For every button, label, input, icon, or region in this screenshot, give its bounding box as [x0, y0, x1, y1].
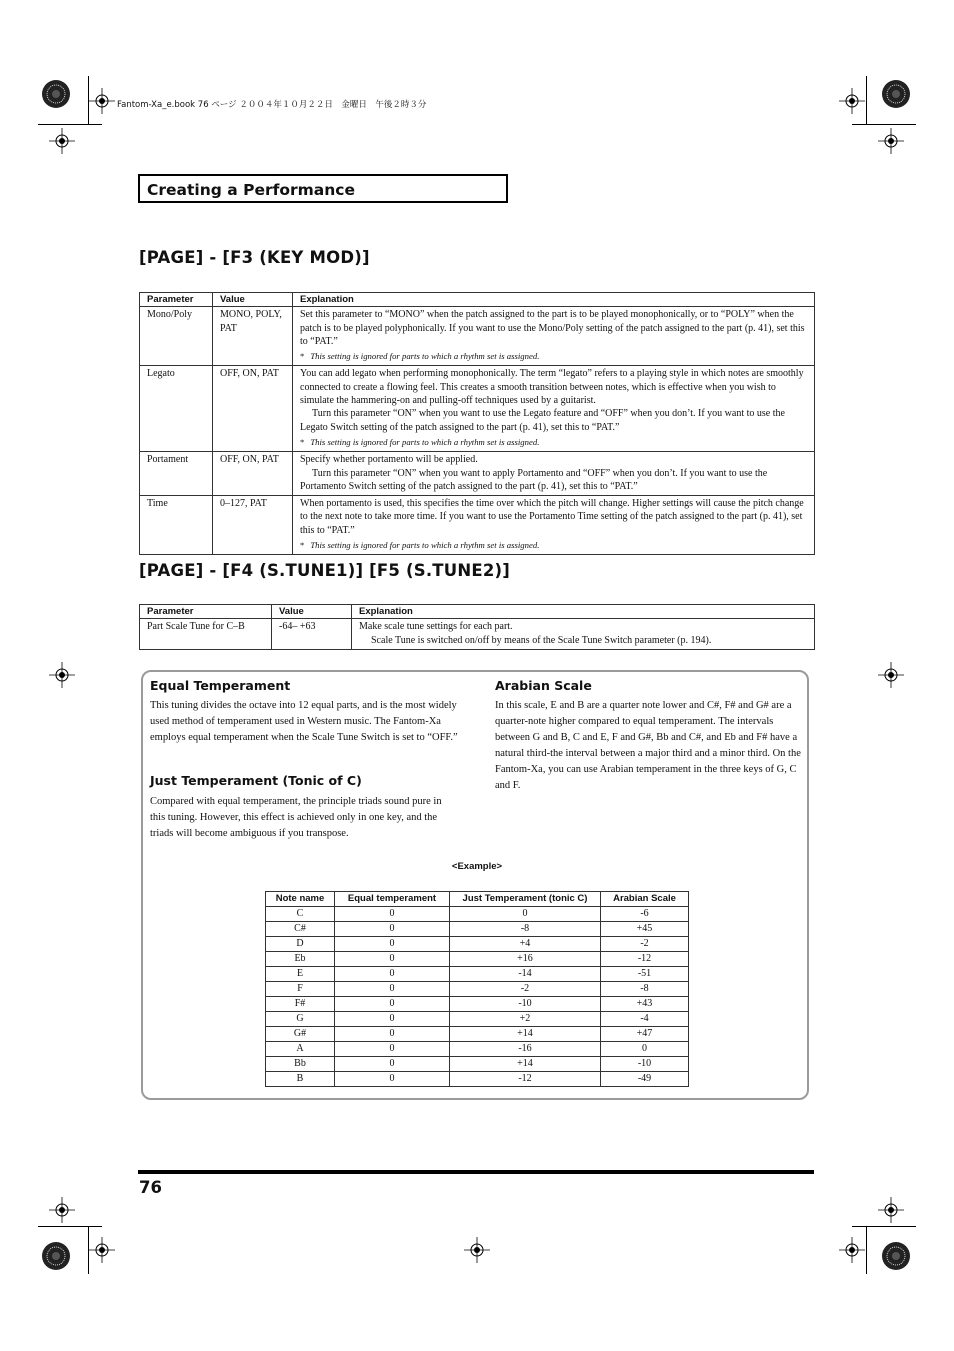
table-cell: 0: [335, 982, 450, 997]
just-temperament-text: Compared with equal temperament, the principle triads sound pure in this tuning. However, this effect is achieved only in one key, and the triads will become ambiguous if you transpose.: [150, 796, 442, 839]
column-header: Equal temperament: [335, 892, 450, 907]
table-cell: +4: [450, 937, 601, 952]
explanation-cell: [293, 366, 815, 452]
table-row: [266, 982, 689, 997]
table-cell: -12: [450, 1072, 601, 1087]
equal-temperament-text: This tuning divides the octave into 12 equal parts, and is the most widely used method of temperament used in Western music. The Fantom-Xa employs equal temperament when the Scale Tune Switch is set to “OFF.”: [150, 700, 458, 743]
table-row: [266, 967, 689, 982]
table-cell: F#: [266, 997, 335, 1012]
table-cell: -16: [450, 1042, 601, 1057]
param-cell: Mono/Poly: [140, 307, 213, 366]
column-header: Value: [272, 605, 352, 619]
table-cell: E: [266, 967, 335, 982]
table-cell: -10: [601, 1057, 689, 1072]
explanation-text-2: Turn this parameter “ON” when you want to use the Legato feature and “OFF” when you don’t. If you want to use the Legato Switch setting of the patch assigned to the part (p. 41), set this to “PAT.”: [300, 408, 785, 433]
crosshair-target-icon: [839, 88, 865, 114]
explanation-text-2: Turn this parameter “ON” when you want to apply Portamento and “OFF” when you don’t. If you want to use the Portamento Switch setting of the patch assigned to the part (p. 41), set this to “PAT.”: [300, 467, 768, 492]
table-row: [140, 307, 815, 366]
table-cell: 0: [335, 1072, 450, 1087]
key-mod-heading: [PAGE] - [F3 (KEY MOD)]: [139, 248, 370, 267]
table-cell: -14: [450, 967, 601, 982]
table-cell: 0: [335, 937, 450, 952]
explanation-cell: [293, 452, 815, 496]
table-cell: Bb: [266, 1057, 335, 1072]
note-asterisk: *: [300, 351, 305, 362]
crosshair-target-icon: [464, 1237, 490, 1263]
table-cell: +16: [450, 952, 601, 967]
table-cell: +43: [601, 997, 689, 1012]
section-title-box: [138, 174, 508, 203]
table-row: [140, 366, 815, 452]
table-header-row: [266, 892, 689, 907]
note-text: This setting is ignored for parts to which a rhythm set is assigned.: [310, 436, 540, 447]
param-cell: Part Scale Tune for C–B: [140, 619, 272, 650]
table-cell: 0: [335, 1012, 450, 1027]
param-cell: Legato: [140, 366, 213, 452]
explanation-cell: [293, 496, 815, 555]
table-cell: 0: [335, 907, 450, 922]
crosshair-target-icon: [839, 1237, 865, 1263]
table-cell: 0: [335, 1057, 450, 1072]
table-row: [266, 997, 689, 1012]
table-row: [140, 496, 815, 555]
table-cell: C#: [266, 922, 335, 937]
table-cell: C: [266, 907, 335, 922]
explanation-text: You can add legato when performing monophonically. The term “legato” refers to a playing style in which notes are smoothly connected to create a flowing feel. This creates a smooth transition between notes, which is effective when you wish to simulate the hammering-on and pulling-off techniques used by a guitarist.: [300, 368, 804, 407]
value-cell: -64– +63: [272, 619, 352, 650]
table-row: [266, 922, 689, 937]
key-mod-table: [139, 292, 815, 555]
table-cell: G#: [266, 1027, 335, 1042]
scale-tune-heading: [PAGE] - [F4 (S.TUNE1)] [F5 (S.TUNE2)]: [139, 561, 510, 580]
table-cell: -12: [601, 952, 689, 967]
crosshair-target-icon: [49, 128, 75, 154]
explanation-text: Set this parameter to “MONO” when the patch assigned to the part is to be played monophonically, or to “POLY” when the patch is to be played polyphonically. If you want to use the Mono/Poly setting of the patch assigned to the part (p. 41), set this to “PAT.”: [300, 309, 805, 347]
page-number: 76: [139, 1178, 162, 1197]
column-header: Value: [213, 293, 293, 307]
example-table-body: [266, 907, 689, 1087]
param-cell: Portament: [140, 452, 213, 496]
table-cell: A: [266, 1042, 335, 1057]
crosshair-target-icon: [89, 1237, 115, 1263]
table-cell: -49: [601, 1072, 689, 1087]
table-cell: 0: [335, 952, 450, 967]
table-cell: F: [266, 982, 335, 997]
table-cell: 0: [335, 922, 450, 937]
explanation-text: Make scale tune settings for each part.: [359, 621, 513, 633]
table-header-row: [140, 293, 815, 307]
table-cell: +14: [450, 1057, 601, 1072]
table-row: [266, 907, 689, 922]
table-cell: D: [266, 937, 335, 952]
arabian-scale-text: In this scale, E and B are a quarter note lower and C#, F# and G# are a quarter-note higher compared to equal temperament. The intervals between G and B, C and E, F and G#, Bb and C#, and Eb and F# have a natural third-the interval between a major third and a minor third. On the Fantom-Xa, you can use Arabian temperament in the three keys of G, C and F.: [495, 700, 801, 791]
table-cell: B: [266, 1072, 335, 1087]
column-header: Just Temperament (tonic C): [450, 892, 601, 907]
crosshair-target-icon: [49, 662, 75, 688]
example-table: [265, 891, 689, 1087]
table-cell: -10: [450, 997, 601, 1012]
explanation-text-2: Scale Tune is switched on/off by means of the Scale Tune Switch parameter (p. 194).: [371, 634, 712, 646]
column-header: Explanation: [352, 605, 815, 619]
crosshair-target-icon: [878, 662, 904, 688]
table-cell: -51: [601, 967, 689, 982]
note-text: This setting is ignored for parts to which a rhythm set is assigned.: [310, 540, 540, 551]
table-row: [266, 952, 689, 967]
param-cell: Time: [140, 496, 213, 555]
crosshair-target-icon: [89, 88, 115, 114]
table-row: [266, 1057, 689, 1072]
table-cell: -2: [450, 982, 601, 997]
table-row: [266, 1012, 689, 1027]
crosshair-target-icon: [878, 128, 904, 154]
registration-disc-icon: [41, 79, 71, 109]
table-cell: -8: [450, 922, 601, 937]
table-row: [266, 1072, 689, 1087]
table-cell: 0: [335, 1027, 450, 1042]
value-cell: OFF, ON, PAT: [213, 366, 293, 452]
column-header: Explanation: [293, 293, 815, 307]
table-cell: -2: [601, 937, 689, 952]
value-cell: OFF, ON, PAT: [213, 452, 293, 496]
table-cell: -6: [601, 907, 689, 922]
note-asterisk: *: [300, 540, 305, 551]
explanation-cell: [352, 619, 815, 650]
table-row: [266, 1042, 689, 1057]
registration-disc-icon: [41, 1241, 71, 1271]
table-cell: +45: [601, 922, 689, 937]
table-cell: +14: [450, 1027, 601, 1042]
file-info: Fantom-Xa_e.book 76 ページ ２００４年１０月２２日 金曜日 午後２時３分: [117, 100, 427, 110]
explanation-cell: [293, 307, 815, 366]
note: [300, 539, 807, 552]
value-cell: MONO, POLY, PAT: [213, 307, 293, 366]
registration-disc-icon: [881, 1241, 911, 1271]
explanation-text: Specify whether portamento will be applied.: [300, 454, 478, 466]
table-row: [140, 452, 815, 496]
table-cell: +47: [601, 1027, 689, 1042]
crosshair-target-icon: [878, 1197, 904, 1223]
table-cell: 0: [335, 967, 450, 982]
table-header-row: [140, 605, 815, 619]
table-row: [266, 937, 689, 952]
column-header: Parameter: [140, 293, 213, 307]
scale-tune-table: [139, 604, 815, 650]
explanation-text: When portamento is used, this specifies the time over which the pitch will change. Higher settings will cause the pitch change to the next note to take more time. If you want to use the Portamento Time setting of the patch assigned to the part (p. 41), set this to “PAT.”: [300, 498, 804, 536]
table-cell: G: [266, 1012, 335, 1027]
column-header: Parameter: [140, 605, 272, 619]
value-cell: 0–127, PAT: [213, 496, 293, 555]
arabian-scale-heading: Arabian Scale: [495, 678, 592, 693]
note: [300, 436, 807, 449]
table-cell: -8: [601, 982, 689, 997]
table-cell: 0: [601, 1042, 689, 1057]
table-cell: 0: [335, 1042, 450, 1057]
example-label: <Example>: [451, 861, 503, 872]
note: [300, 350, 807, 363]
table-cell: 0: [450, 907, 601, 922]
column-header: Arabian Scale: [601, 892, 689, 907]
table-cell: Eb: [266, 952, 335, 967]
table-cell: -4: [601, 1012, 689, 1027]
table-row: [266, 1027, 689, 1042]
note-asterisk: *: [300, 436, 305, 447]
footer-rule: [138, 1170, 814, 1174]
crosshair-target-icon: [49, 1197, 75, 1223]
registration-disc-icon: [881, 79, 911, 109]
column-header: Note name: [266, 892, 335, 907]
just-temperament-heading: Just Temperament (Tonic of C): [150, 773, 362, 788]
section-title: Creating a Performance: [147, 181, 355, 199]
note-text: This setting is ignored for parts to which a rhythm set is assigned.: [310, 351, 540, 362]
table-row: [140, 619, 815, 650]
equal-temperament-heading: Equal Temperament: [150, 678, 291, 693]
table-cell: 0: [335, 997, 450, 1012]
table-cell: +2: [450, 1012, 601, 1027]
